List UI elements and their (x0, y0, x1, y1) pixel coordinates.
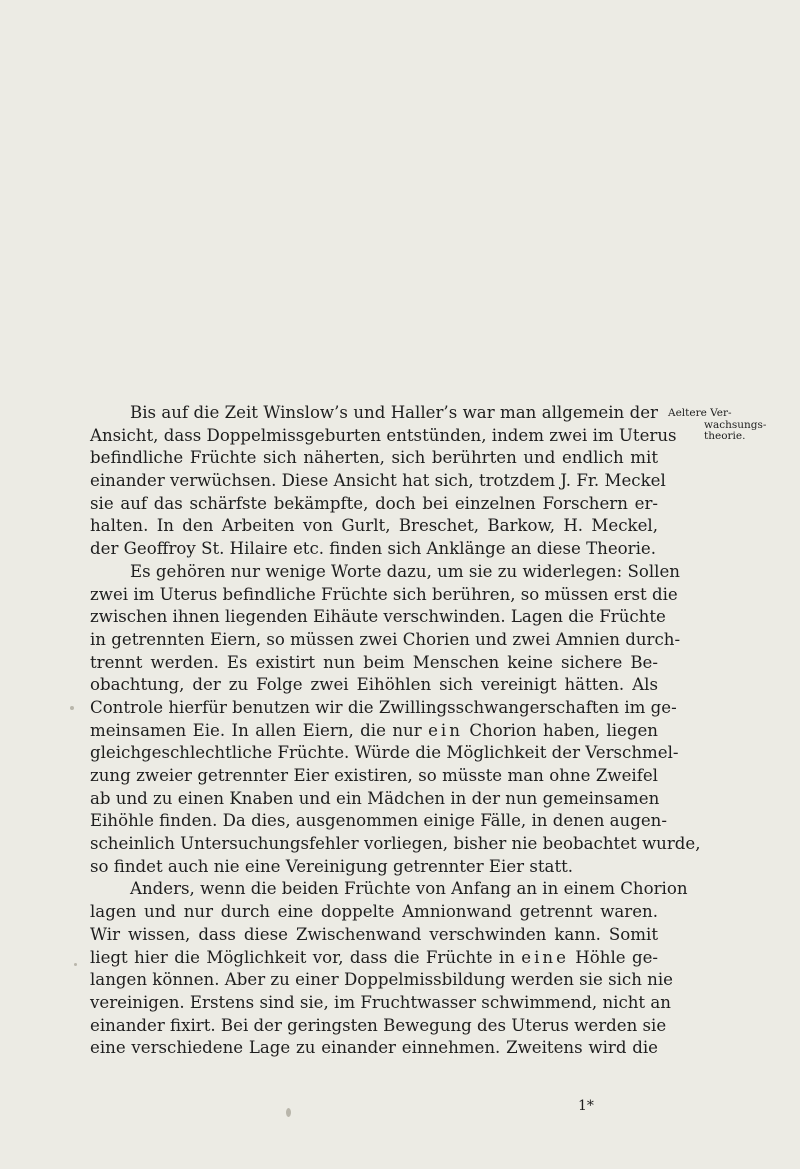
text-line: in getrennten Eiern, so müssen zwei Chorien und zwei Amnien durch- (90, 629, 681, 649)
text-line: scheinlich Untersuchungsfehler vorliegen, bisher nie beobachtet wurde, (90, 834, 701, 854)
text-line: einander fixirt. Bei der geringsten Bewegung des Uterus werden sie (90, 1015, 667, 1035)
text-line: so findet auch nie eine Vereinigung getrennter Eier statt. (90, 856, 574, 876)
paper-speck (74, 963, 77, 966)
text-line: ab und zu einen Knaben und ein Mädchen in der nun gemeinsamen (90, 788, 660, 808)
text-line: Es gehören nur wenige Worte dazu, um sie zu widerlegen: Sollen (130, 561, 680, 581)
text-line: befindliche Früchte sich näherten, sich berührten und endlich mit (90, 448, 658, 468)
text-segment: Höhle ge- (575, 947, 658, 967)
text-line: Controle hierfür benutzen wir die Zwillingsschwangerschaften im ge- (90, 697, 677, 717)
text-segment: meinsamen Eie. In allen Eiern, die nur (90, 720, 422, 740)
text-line: langen können. Aber zu einer Doppelmissbildung werden sie sich nie (90, 970, 673, 990)
paper-speck (70, 706, 74, 710)
text-line: der Geoffroy St. Hilaire etc. finden sich Anklänge an diese Theorie. (90, 539, 656, 559)
text-line: sie auf das schärfste bekämpfte, doch bei einzelnen Forschern er- (90, 493, 658, 513)
margin-note-line-3: theorie. (704, 430, 746, 442)
text-line: zwei im Uterus befindliche Früchte sich berühren, so müssen erst die (90, 584, 678, 604)
text-line (90, 947, 658, 970)
text-line: lagen und nur durch eine doppelte Amnionwand getrennt waren. (90, 902, 658, 922)
paper-speck (286, 1108, 291, 1117)
text-segment: liegt hier die Möglichkeit vor, dass die Früchte in (90, 947, 515, 967)
text-line (90, 720, 658, 743)
text-line: eine verschiedene Lage zu einander einnehmen. Zweitens wird die (90, 1038, 658, 1058)
text-line: zwischen ihnen liegenden Eihäute verschwinden. Lagen die Früchte (90, 607, 666, 627)
margin-note-line-2: wachsungs- (704, 418, 767, 431)
text-line: obachtung, der zu Folge zwei Eihöhlen sich vereinigt hätten. Als (90, 675, 658, 695)
text-line: trennt werden. Es existirt nun beim Menschen keine sichere Be- (90, 652, 658, 672)
text-line: Wir wissen, dass diese Zwischenwand verschwinden kann. Somit (90, 924, 658, 944)
emphasis-text: eine (521, 947, 569, 967)
text-line: Anders, wenn die beiden Früchte von Anfang an in einem Chorion (130, 879, 688, 899)
emphasis-text: ein (428, 720, 463, 740)
signature-mark: 1* (578, 1098, 594, 1114)
text-line: gleichgeschlechtliche Früchte. Würde die Möglichkeit der Verschmel- (90, 743, 679, 763)
text-line: zung zweier getrennter Eier existiren, so müsste man ohne Zweifel (90, 766, 658, 785)
text-segment: Chorion haben, liegen (469, 720, 658, 740)
margin-note-line-1: Aeltere Ver- (668, 407, 732, 419)
text-line: vereinigen. Erstens sind sie, im Fruchtwasser schwimmend, nicht an (90, 992, 671, 1012)
text-line: Ansicht, dass Doppelmissgeburten entstünden, indem zwei im Uterus (90, 425, 677, 445)
text-line: Bis auf die Zeit Winslow’s und Haller’s war man allgemein der (130, 403, 658, 422)
text-line: halten. In den Arbeiten von Gurlt, Breschet, Barkow, H. Meckel, (90, 516, 658, 536)
text-line: Eihöhle finden. Da dies, ausgenommen einige Fälle, in denen augen- (90, 811, 667, 831)
text-line: einander verwüchsen. Diese Ansicht hat sich, trotzdem J. Fr. Meckel (90, 471, 666, 491)
margin-note (666, 408, 796, 443)
